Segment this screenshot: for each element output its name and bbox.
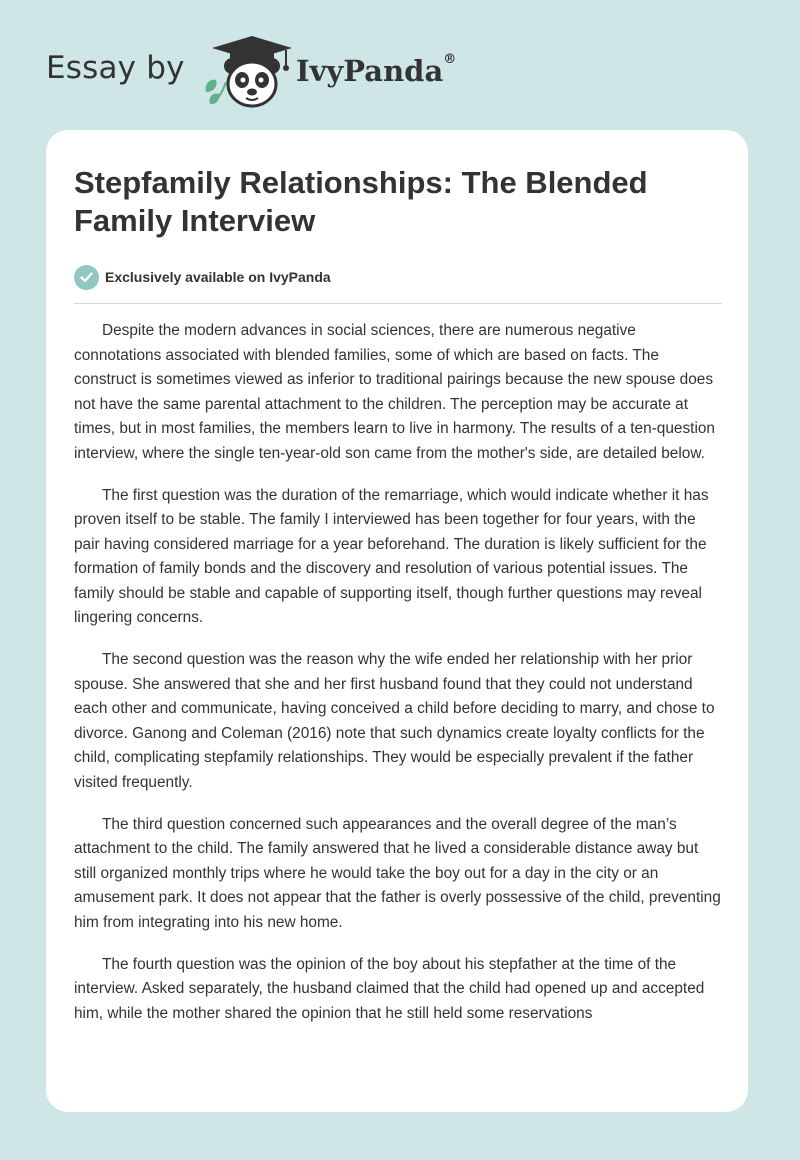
site-header: [46, 34, 546, 114]
essay-body: [74, 319, 724, 1044]
brand-name: [296, 54, 456, 88]
exclusive-badge: [74, 264, 331, 290]
paragraph: The first question was the duration of the remarriage, which would indicate whether it has proven itself to be stable. The family I interviewed has been together for four years, with the pair having considered marriage for a year beforehand. The duration is likely sufficient for the formation of family bonds and the discovery and resolution of various potential issues. The family should be stable and capable of supporting itself, though further questions may reveal lingering concerns.: [74, 486, 709, 626]
essay-card: [46, 130, 748, 1112]
paragraph: The fourth question was the opinion of the boy about his stepfather at the time of the interview. Asked separately, the husband claimed that the child had opened up and accepted him, while the mother shared the opinion that he still held some reservations: [74, 955, 705, 1022]
brand-name-text: IvyPanda: [296, 54, 444, 88]
page-title: Stepfamily Relationships: The Blended Family Interview: [74, 165, 648, 238]
paragraph: Despite the modern advances in social sciences, there are numerous negative connotations associated with blended families, some of which are based on facts. The construct is sometimes viewed as inferior to traditional pairings because the new spouse does not have the same parental attachment to the children. The perception may be accurate at times, but in most families, the members learn to live in harmony. The results of a ten-question interview, where the single ten-year-old son came from the mother's side, are detailed below.: [74, 322, 715, 462]
check-circle-icon: [74, 265, 99, 290]
paragraph: The third question concerned such appearances and the overall degree of the man’s attachment to the child. The family answered that he lived a considerable distance away but still organized monthly trips where he would take the boy out for a day in the city or an amusement park. It does not appear that the father is overly possessive of the child, preventing him from integrating into his new home.: [74, 815, 721, 931]
panda-graduate-icon: [202, 34, 292, 108]
divider: [74, 303, 722, 304]
exclusive-label: Exclusively available on IvyPanda: [105, 269, 331, 285]
essay-by-label: Essay by: [46, 50, 185, 86]
registered-mark: ®: [443, 52, 457, 67]
paragraph: The second question was the reason why the wife ended her relationship with her prior spouse. She answered that she and her first husband found that they could not understand each other and communicate, having conceived a child before deciding to marry, and chose to divorce. Ganong and Coleman (2016) note that such dynamics create loyalty conflicts for the child, complicating stepfamily relationships. They would be especially prevalent if the father visited frequently.: [74, 651, 715, 791]
